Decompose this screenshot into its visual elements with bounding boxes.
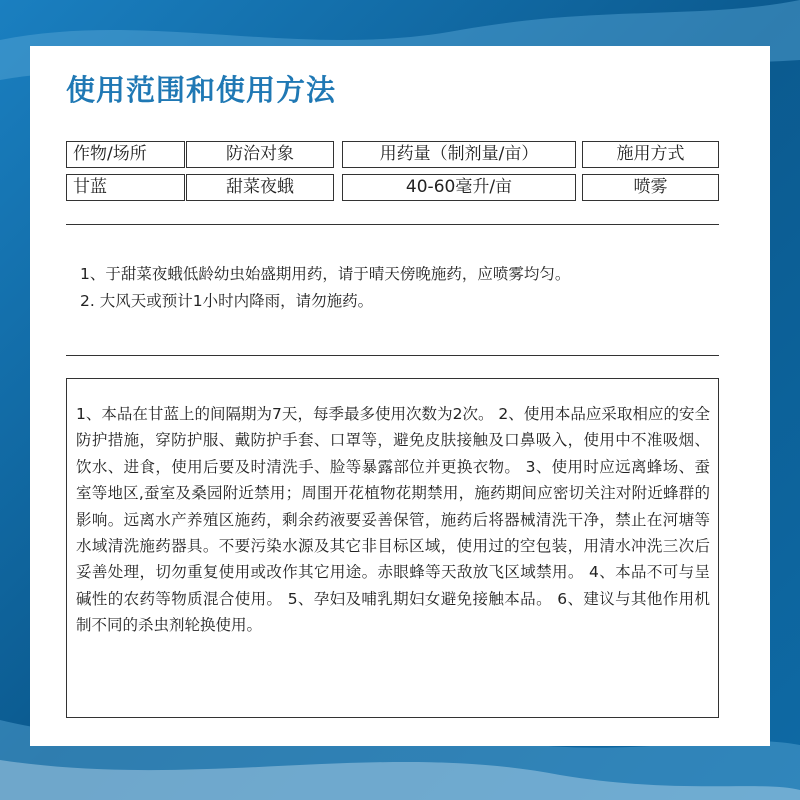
table-header-dosage: 用药量（制剂量/亩）	[342, 141, 576, 168]
table-header-target: 防治对象	[186, 141, 334, 168]
table-header-method: 施用方式	[582, 141, 719, 168]
usage-note: 1、于甜菜夜蛾低龄幼虫始盛期用药，请于晴天傍晚施药，应喷雾均匀。	[80, 265, 571, 283]
usage-note: 2. 大风天或预计1小时内降雨，请勿施药。	[80, 292, 374, 310]
divider-top	[66, 224, 719, 225]
precautions-text: 1、本品在甘蓝上的间隔期为7天，每季最多使用次数为2次。 2、使用本品应采取相应的安全防护措施，穿防护服、戴防护手套、口罩等，避免皮肤接触及口鼻吸入，使用中不准吸烟、饮水、进食，使用后要及时清洗手、脸等暴露部位并更换衣物。 3、使用时应远离蜂场、蚕室等地区,蚕室及桑园附近禁用；周围开花植物花期禁用，施药期间应密切关注对附近蜂群的影响。远离水产养殖区施药，剩余药液要妥善保管，施药后将器械清洗干净，禁止在河塘等水域清洗施药器具。不要污染水源及其它非目标区域，使用过的空包装，用清水冲洗三次后妥善处理，切勿重复使用或改作其它用途。赤眼蜂等天敌放飞区域禁用。 4、本品不可与呈碱性的农药等物质混合使用。 5、孕妇及哺乳期妇女避免接触本品。 6、建议与其他作用机制不同的杀虫剂轮换使用。	[76, 405, 710, 635]
table-cell-method: 喷雾	[582, 174, 719, 201]
section-title: 使用范围和使用方法	[66, 73, 337, 107]
table-cell-dosage: 40-60毫升/亩	[342, 174, 576, 201]
table-header-crop: 作物/场所	[66, 141, 185, 168]
divider-bottom	[66, 355, 719, 356]
precautions-box	[66, 378, 719, 718]
table-cell-target: 甜菜夜蛾	[186, 174, 334, 201]
table-cell-crop: 甘蓝	[66, 174, 185, 201]
